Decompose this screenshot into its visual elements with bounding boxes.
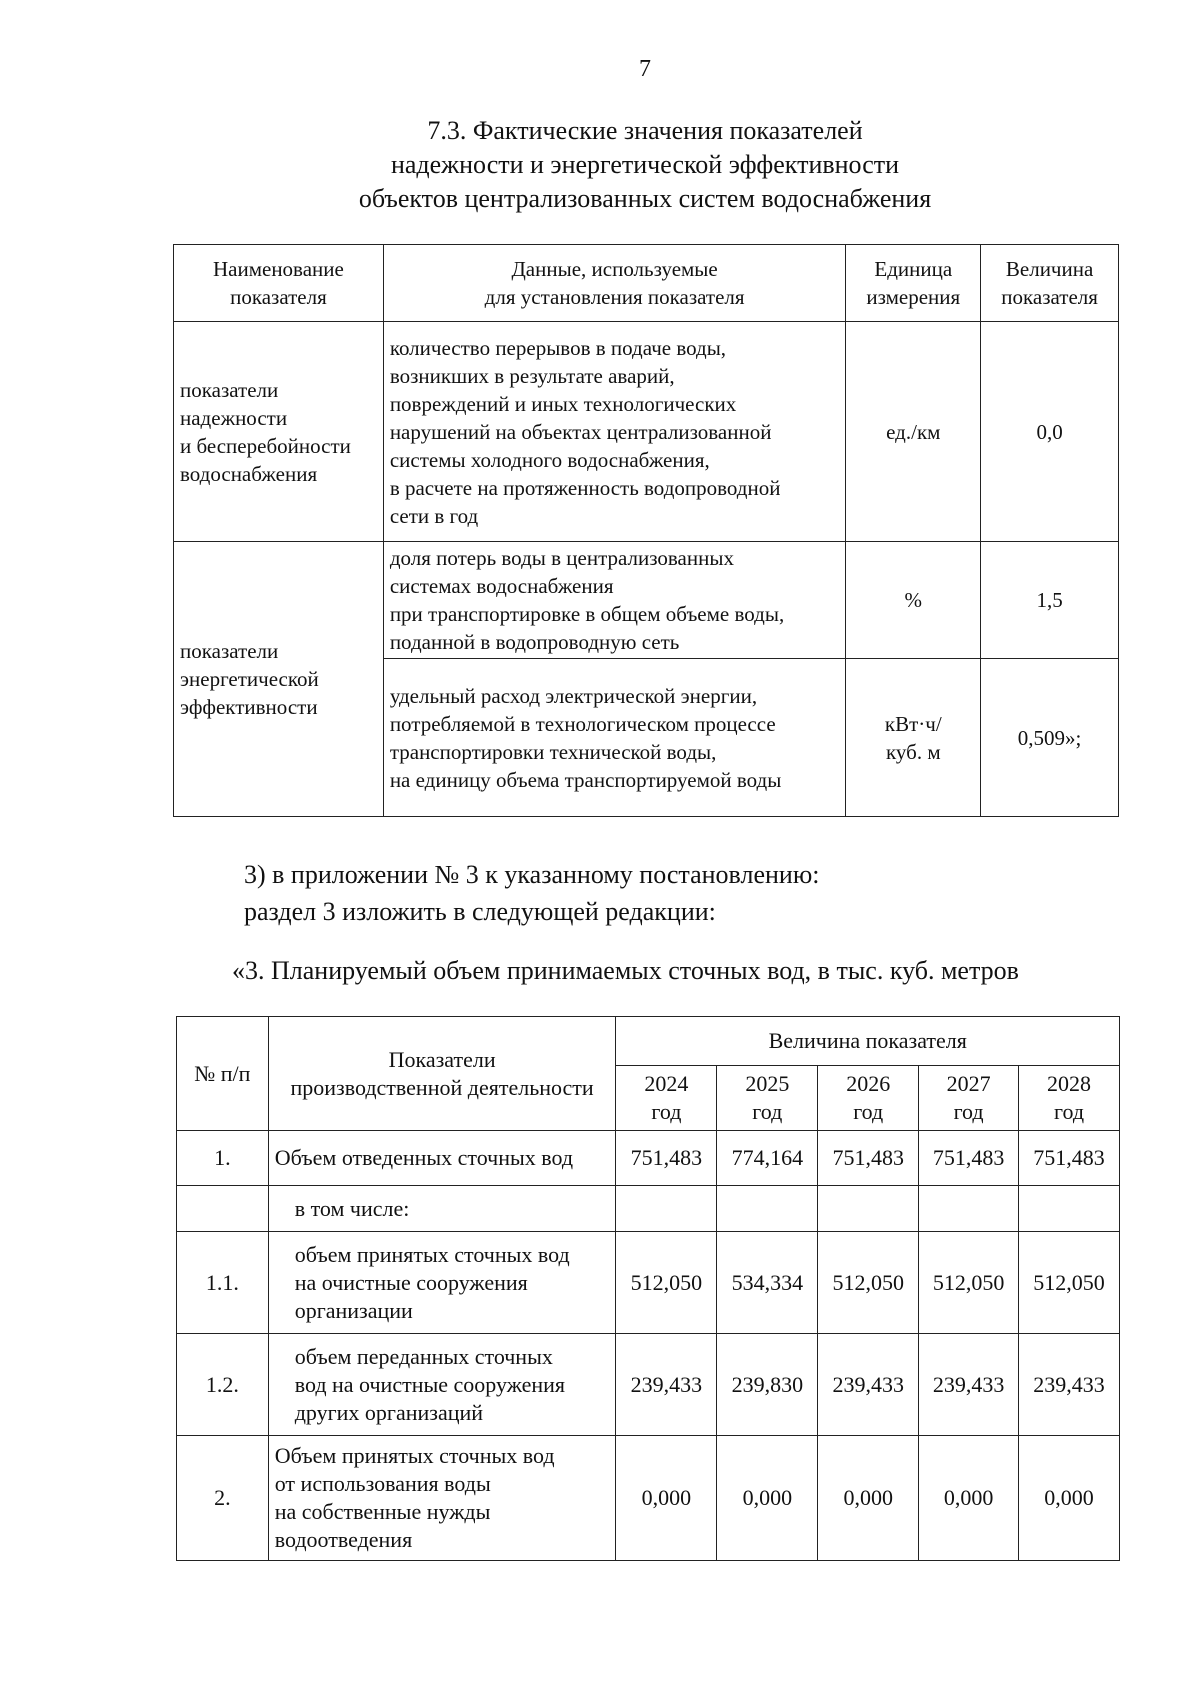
table-row: [177, 1436, 1120, 1561]
header-number: № п/п: [177, 1017, 269, 1131]
value-cell: 239,433: [1019, 1334, 1120, 1436]
value-cell: [616, 1186, 717, 1232]
value-cell: [1019, 1186, 1120, 1232]
row-number: [177, 1186, 269, 1232]
value-cell: 239,433: [818, 1334, 919, 1436]
section-title-line: 7.3. Фактические значения показателей: [427, 116, 863, 145]
paragraph-line: раздел 3 изложить в следующей редакции:: [244, 897, 716, 926]
value-cell: 512,050: [818, 1232, 919, 1334]
value-cell: 512,050: [1019, 1232, 1120, 1334]
header-value: Величина показателя: [981, 245, 1119, 322]
header-indicator-name: Наименование показателя: [174, 245, 384, 322]
value-cell: 0,000: [818, 1436, 919, 1561]
row-label: Объем отведенных сточных вод: [268, 1131, 616, 1186]
table-row: [177, 1131, 1120, 1186]
indicator-name-cell: показатели энергетической эффективности: [174, 542, 384, 817]
row-number: 1.2.: [177, 1334, 269, 1436]
value-cell: 239,830: [717, 1334, 818, 1436]
value-cell: 0,000: [1019, 1436, 1120, 1561]
reliability-efficiency-table: [173, 244, 1119, 817]
value-cell: 534,334: [717, 1232, 818, 1334]
row-number: 2.: [177, 1436, 269, 1561]
header-value-group: Величина показателя: [616, 1017, 1120, 1066]
row-label: объем принятых сточных вод на очистные сооружения организации: [268, 1232, 616, 1334]
section-title-line: объектов централизованных систем водоснабжения: [358, 184, 932, 213]
header-year: 2028 год: [1019, 1066, 1120, 1131]
unit-cell: кВт·ч/ куб. м: [846, 659, 981, 817]
value-cell: 239,433: [919, 1334, 1019, 1436]
indicator-data-cell: количество перерывов в подаче воды, возникших в результате аварий, повреждений и иных технологических нарушений на объектах централизованной системы холодного водоснабжения, в расчете на протяженность водопроводной сети в год: [383, 322, 846, 542]
section-title-line: надежности и энергетической эффективности: [390, 150, 900, 179]
value-cell: 512,050: [919, 1232, 1019, 1334]
row-label: Объем принятых сточных вод от использования воды на собственные нужды водоотведения: [268, 1436, 616, 1561]
value-cell: 751,483: [1019, 1131, 1120, 1186]
header-year: 2027 год: [919, 1066, 1019, 1131]
indicator-data-cell: удельный расход электрической энергии, потребляемой в технологическом процессе транспортировки технической воды, на единицу объема транспортируемой воды: [383, 659, 846, 817]
wastewater-volume-table: [176, 1016, 1120, 1561]
row-number: 1.: [177, 1131, 269, 1186]
unit-cell: ед./км: [846, 322, 981, 542]
section3-title: «3. Планируемый объем принимаемых сточных вод, в тыс. куб. метров: [232, 956, 1019, 985]
value-cell: 0,0: [981, 322, 1119, 542]
table-row: [174, 542, 1119, 659]
value-cell: 0,000: [717, 1436, 818, 1561]
value-cell: [717, 1186, 818, 1232]
value-cell: 1,5: [981, 542, 1119, 659]
value-cell: 751,483: [919, 1131, 1019, 1186]
value-cell: [919, 1186, 1019, 1232]
value-cell: 512,050: [616, 1232, 717, 1334]
value-cell: 0,000: [919, 1436, 1019, 1561]
value-cell: 751,483: [616, 1131, 717, 1186]
table-header-row: [174, 245, 1119, 322]
value-cell: 751,483: [818, 1131, 919, 1186]
table-row: [177, 1232, 1120, 1334]
paragraph-line: 3) в приложении № 3 к указанному постановлению:: [244, 860, 820, 889]
table-row: [177, 1334, 1120, 1436]
header-unit: Единица измерения: [846, 245, 981, 322]
value-cell: 774,164: [717, 1131, 818, 1186]
value-cell: 0,509»;: [981, 659, 1119, 817]
section-title: [250, 114, 1040, 216]
value-cell: [818, 1186, 919, 1232]
indicator-data-cell: доля потерь воды в централизованных системах водоснабжения при транспортировке в общем объеме воды, поданной в водопроводную сеть: [383, 542, 846, 659]
row-label: объем переданных сточных вод на очистные сооружения других организаций: [268, 1334, 616, 1436]
header-year: 2025 год: [717, 1066, 818, 1131]
indicator-name-cell: показатели надежности и бесперебойности водоснабжения: [174, 322, 384, 542]
row-number: 1.1.: [177, 1232, 269, 1334]
table-header-row: [177, 1017, 1120, 1066]
value-cell: 239,433: [616, 1334, 717, 1436]
header-year: 2024 год: [616, 1066, 717, 1131]
row-label: в том числе:: [268, 1186, 616, 1232]
unit-cell: %: [846, 542, 981, 659]
header-data-used: Данные, используемые для установления показателя: [383, 245, 846, 322]
table-row: [174, 322, 1119, 542]
header-indicator: Показатели производственной деятельности: [268, 1017, 616, 1131]
page-number: 7: [639, 56, 651, 82]
header-year: 2026 год: [818, 1066, 919, 1131]
value-cell: 0,000: [616, 1436, 717, 1561]
table-row: [177, 1186, 1120, 1232]
